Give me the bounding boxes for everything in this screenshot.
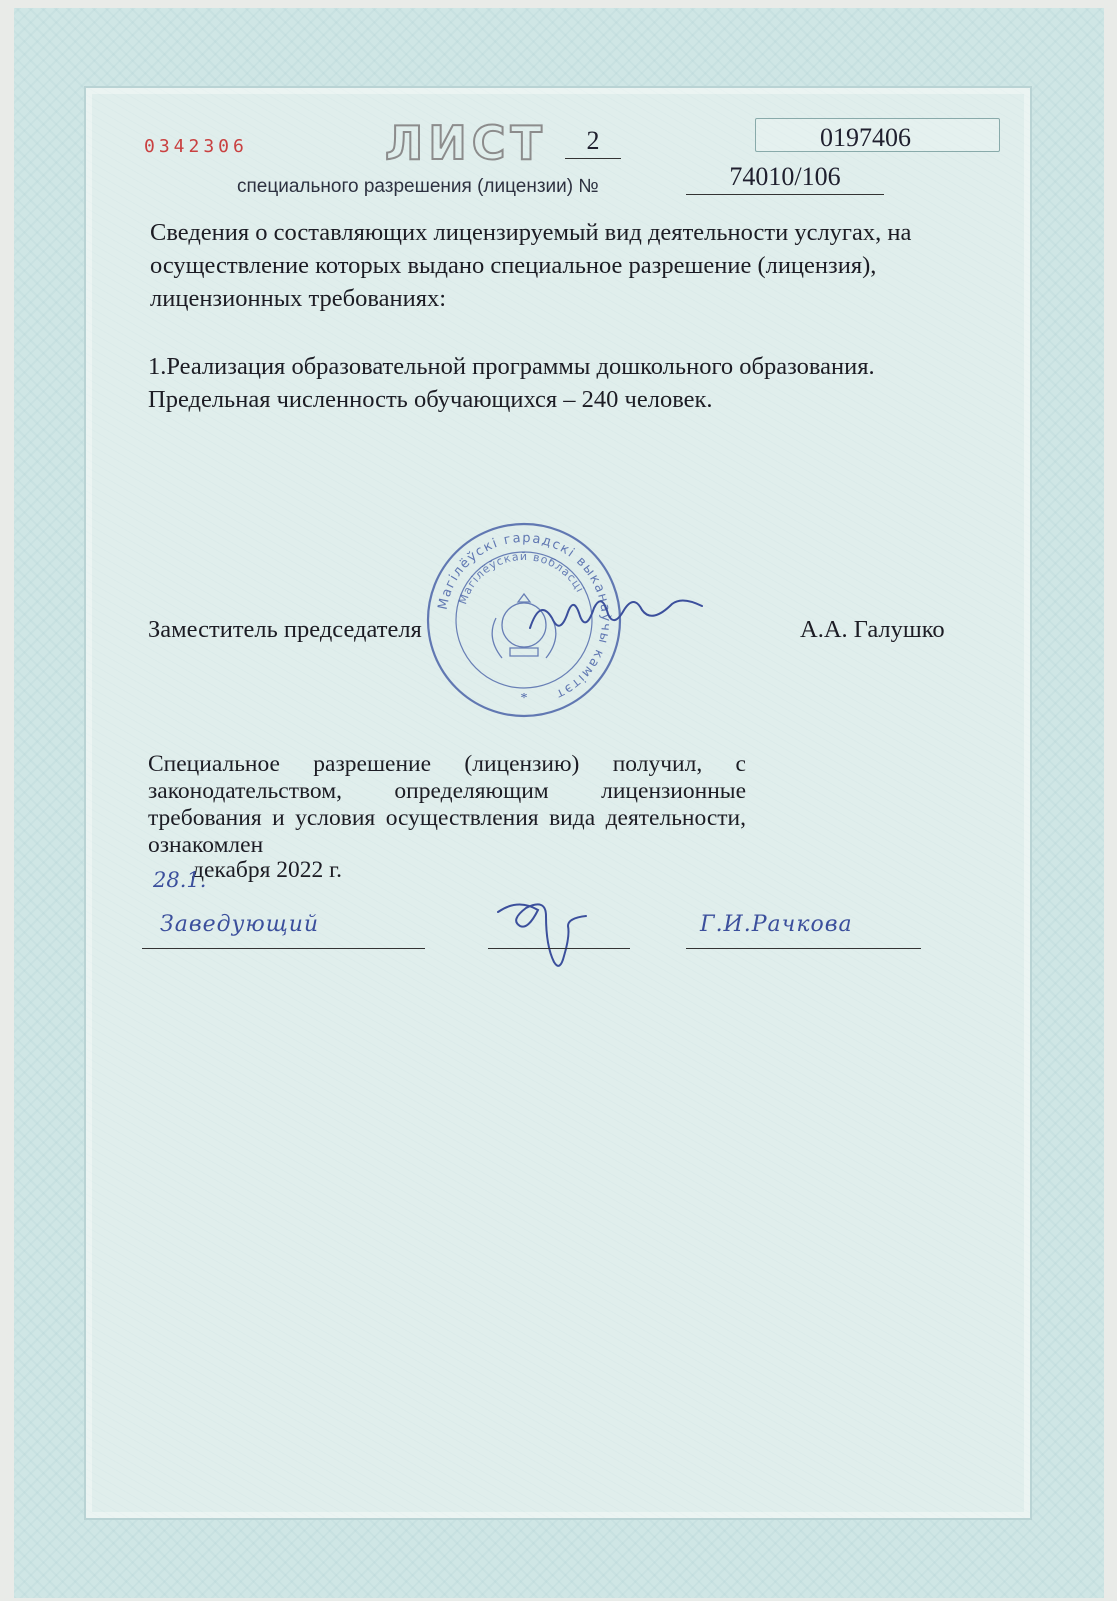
form-number-box <box>755 118 1000 152</box>
surname-line <box>686 948 921 949</box>
license-label: специального разрешения (лицензии) № <box>237 176 599 197</box>
signature-line <box>488 948 630 949</box>
sheet-number: 2 <box>565 126 621 159</box>
signatory-role: Заместитель председателя <box>148 616 422 643</box>
signatory-name: А.А. Галушко <box>800 616 945 643</box>
position-line <box>142 948 425 949</box>
service-item <box>148 350 948 416</box>
seal-star-icon: * <box>520 691 528 706</box>
handwritten-position: Заведующий <box>160 912 320 937</box>
form-number: 0197406 <box>820 123 911 152</box>
receipt-date: декабря 2022 г. <box>192 857 343 883</box>
seal-inner-text: Магілёўскай вобласці <box>456 549 587 607</box>
receipt-paragraph: Специальное разрешение (лицензию) получил, с законодательством, определяющим лицензионные требования и условия осуществления вида деятельности, ознакомлен <box>148 751 746 858</box>
sheet-title: ЛИСТ <box>385 116 547 170</box>
handwritten-day: 28.1. <box>153 868 207 892</box>
student-limit: Предельная численность обучающихся – 240 человек. <box>148 386 713 413</box>
serial-number: 0342306 <box>144 136 248 157</box>
seal-ring-text: Магілёўскі гарадскі выканаўчы камітэт <box>435 530 614 703</box>
intro-paragraph: Сведения о составляющих лицензируемый вид деятельности услугах, на осуществление которых выдано специальное разрешение (лицензия), лицензионных требованиях: <box>150 219 912 312</box>
handwritten-surname: Г.И.Рачкова <box>700 912 853 937</box>
service-item-text: 1.Реализация образовательной программы дошкольного образования. <box>148 353 875 380</box>
recipient-signature <box>488 882 608 982</box>
official-signature <box>520 588 720 648</box>
license-number: 74010/106 <box>686 162 884 195</box>
